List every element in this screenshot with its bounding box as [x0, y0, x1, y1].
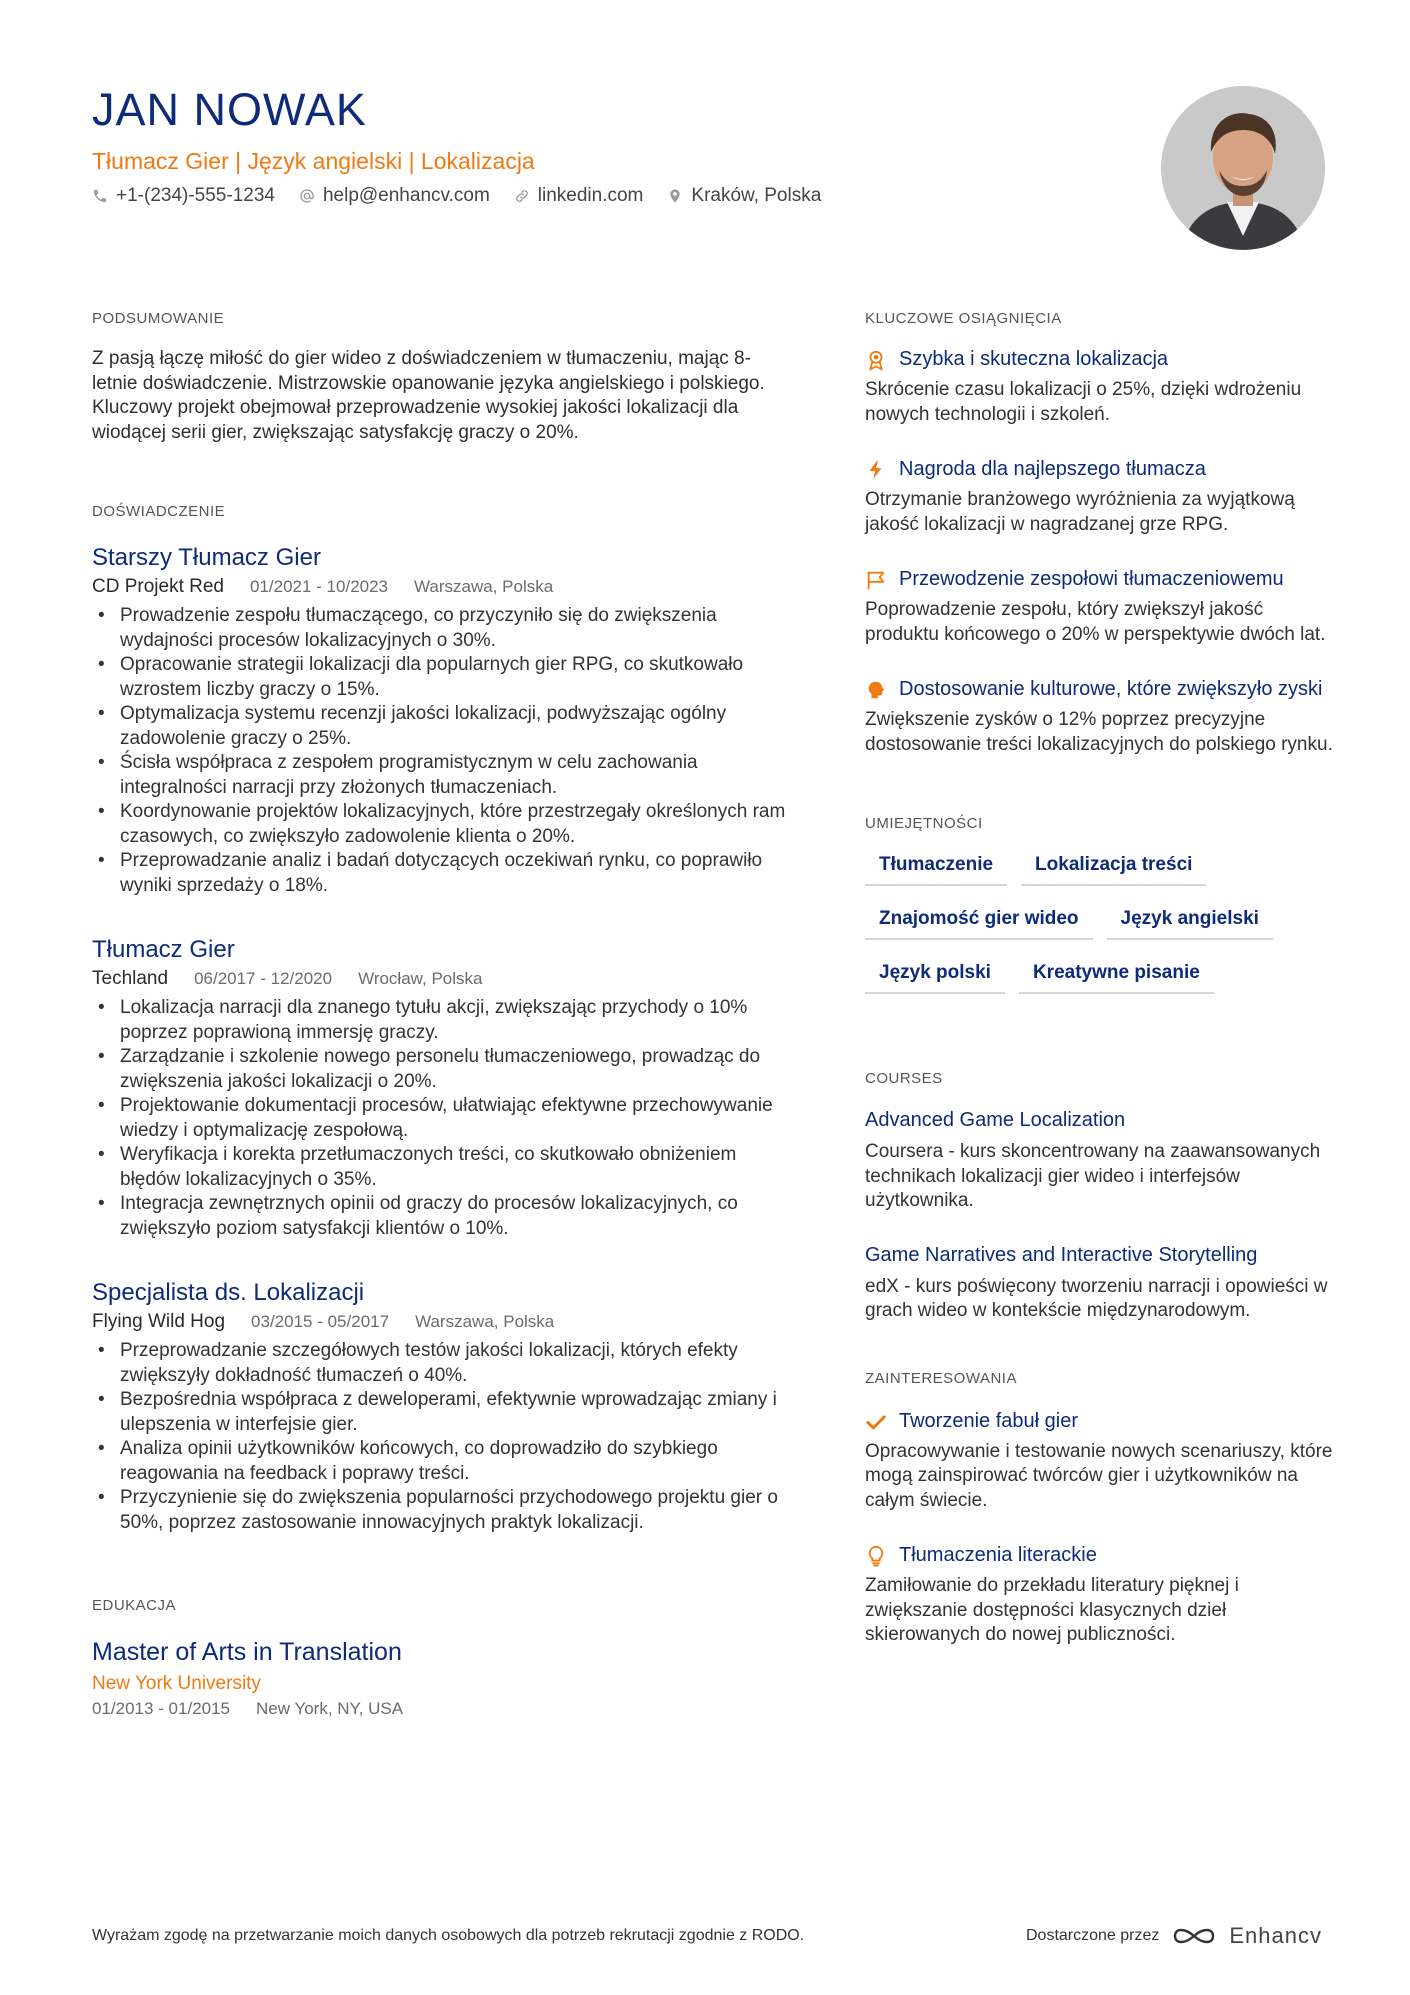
contact-location: [667, 185, 821, 207]
achievement-desc: Skrócenie czasu lokalizacji o 25%, dzięki wdrożeniu nowych technologii i szkoleń.: [865, 379, 1302, 425]
contact-row: [92, 185, 821, 207]
skill-tag: Tłumaczenie: [865, 854, 1007, 886]
interest-item: [865, 1409, 1335, 1514]
achievement-title-row: [865, 567, 1335, 592]
skill-tag: Kreatywne pisanie: [1019, 962, 1214, 994]
job-meta: [92, 1311, 792, 1333]
bullet-item: • Zarządzanie i szkolenie nowego personelu tłumaczeniowego, prowadząc do zwiększenia jakości lokalizacji o 20%.: [92, 1045, 792, 1094]
bullet-item: • Koordynowanie projektów lokalizacyjnych, które przestrzegały określonych ram czasowych, co zwiększyło zadowolenie klienta o 20%.: [92, 800, 792, 849]
skill-tag: Lokalizacja treści: [1021, 854, 1206, 886]
achievement-item: [865, 457, 1335, 537]
bullet-item: • Ścisła współpraca z zespołem programistycznym w celu zachowania integralności narracji przy złożonych tłumaczeniach.: [92, 751, 792, 800]
achievement-item: [865, 567, 1335, 647]
bullet-item: • Prowadzenie zespołu tłumaczącego, co przyczyniło się do zwiększenia wydajności procesów lokalizacyjnych o 30%.: [92, 604, 792, 653]
job-title: Starszy Tłumacz Gier: [92, 544, 321, 571]
job-dates: 06/2017 - 12/2020: [194, 969, 333, 988]
skills-list: [865, 854, 1325, 994]
job-bullets: [92, 604, 792, 898]
interest-item: [865, 1543, 1335, 1648]
achievement-item: [865, 677, 1335, 757]
bullet-item: • Weryfikacja i korekta przetłumaczonych treści, co skutkowało obniżeniem błędów lokalizacyjnych o 35%.: [92, 1143, 792, 1192]
bullet-item: • Integracja zewnętrznych opinii od graczy do procesów lokalizacyjnych, co zwiększyło poziom satysfakcji klientów o 10%.: [92, 1192, 792, 1241]
course-title: Game Narratives and Interactive Storytelling: [865, 1243, 1258, 1266]
achievement-desc: Zwiększenie zysków o 12% poprzez precyzyjne dostosowanie treści lokalizacyjnych do polskiego rynku.: [865, 709, 1333, 755]
brand-name: Enhancv: [1229, 1923, 1322, 1948]
at-icon: [299, 188, 315, 204]
skill-tag: Język polski: [865, 962, 1005, 994]
candidate-title: Tłumacz Gier | Język angielski | Lokalizacja: [92, 148, 535, 174]
achievement-title-row: [865, 677, 1335, 702]
job-location: Warszawa, Polska: [414, 577, 554, 596]
job-dates: 01/2021 - 10/2023: [250, 577, 389, 596]
job-location: Warszawa, Polska: [415, 1312, 555, 1331]
interest-desc: Zamiłowanie do przekładu literatury pięknej i zwiększanie dostępności klasycznych dzieł skierowanych do nowej publiczności.: [865, 1575, 1239, 1645]
bullet-item: • Optymalizacja systemu recenzji jakości lokalizacji, podwyższając ogólny zadowolenie graczy o 25%.: [92, 702, 792, 751]
interest-desc: Opracowywanie i testowanie nowych scenariuszy, które mogą zainspirować twórców gier i użytkowników na całym świecie.: [865, 1440, 1333, 1511]
job-bullets: [92, 1339, 792, 1535]
summary-heading: PODSUMOWANIE: [92, 310, 225, 327]
bullet-item: • Przeprowadzanie szczegółowych testów jakości lokalizacji, których efekty zwiększyły dokładność tłumaczeń o 40%.: [92, 1339, 792, 1388]
interest-title: Tłumaczenia literackie: [899, 1544, 1097, 1566]
degree-title: Master of Arts in Translation: [92, 1638, 402, 1666]
course-desc: edX - kurs poświęcony tworzeniu narracji i opowieści w grach wideo w kontekście międzynarodowym.: [865, 1275, 1328, 1321]
consent-text: Wyrażam zgodę na przetwarzanie moich danych osobowych dla potrzeb rekrutacji zgodnie z RODO.: [92, 1927, 805, 1944]
skill-tag: Znajomość gier wideo: [865, 908, 1093, 940]
education-location: New York, NY, USA: [256, 1699, 404, 1718]
interest-title: Tworzenie fabuł gier: [899, 1409, 1078, 1432]
job-entry: [92, 544, 792, 898]
left-column: [92, 310, 792, 1719]
education-meta: [92, 1699, 792, 1719]
brain-icon: [865, 679, 887, 701]
course-desc: Coursera - kurs skoncentrowany na zaawansowanych technikach lokalizacji gier wideo i interfejsów użytkownika.: [865, 1141, 1321, 1211]
achievement-title: Przewodzenie zespołowi tłumaczeniowemu: [899, 568, 1284, 590]
bullet-item: • Przyczynienie się do zwiększenia popularności przychodowego projektu gier o 50%, poprzez zastosowanie innowacyjnych praktyk lokalizacji.: [92, 1486, 792, 1535]
skills-heading: UMIEJĘTNOŚCI: [865, 815, 983, 832]
interest-title-row: [865, 1543, 1335, 1568]
achievement-title-row: [865, 457, 1335, 482]
phone-icon: [92, 188, 108, 204]
skill-tag: Język angielski: [1107, 908, 1273, 940]
experience-heading: DOŚWIADCZENIE: [92, 503, 226, 520]
achievement-desc: Poprowadzenie zespołu, który zwiększył jakość produktu końcowego o 20% w perspektywie dwóch lat.: [865, 599, 1326, 645]
email-text: help@enhancv.com: [322, 185, 490, 206]
flag-icon: [865, 569, 887, 591]
education-dates: 01/2013 - 01/2015: [92, 1699, 231, 1718]
linkedin-text: linkedin.com: [537, 185, 644, 206]
bullet-item: • Opracowanie strategii lokalizacji dla popularnych gier RPG, co skutkowało wzrostem liczby graczy o 15%.: [92, 653, 792, 702]
job-title: Specjalista ds. Lokalizacji: [92, 1279, 365, 1306]
interests-heading: ZAINTERESOWANIA: [865, 1369, 1017, 1387]
achievement-title-row: [865, 347, 1335, 372]
job-dates: 03/2015 - 05/2017: [251, 1312, 390, 1331]
lightning-icon: [865, 459, 887, 481]
bullet-item: • Przeprowadzanie analiz i badań dotyczących oczekiwań rynku, co poprawiło wyniki sprzedaży o 18%.: [92, 849, 792, 898]
job-entry: [92, 1279, 792, 1535]
job-title: Tłumacz Gier: [92, 936, 235, 963]
candidate-name: JAN NOWAK: [92, 84, 367, 135]
achievement-desc: Otrzymanie branżowego wyróżnienia za wyjątkową jakość lokalizacji w nagradzanej grze RPG.: [865, 489, 1295, 535]
job-bullets: [92, 996, 792, 1241]
location-text: Kraków, Polska: [691, 185, 822, 206]
job-location: Wrocław, Polska: [358, 969, 483, 988]
achievement-item: [865, 347, 1335, 427]
right-column: [865, 310, 1335, 1678]
contact-phone[interactable]: [92, 185, 275, 207]
contact-email[interactable]: [299, 185, 490, 207]
provided-by-label: Dostarczone przez: [1025, 1927, 1160, 1944]
bullet-item: • Bezpośrednia współpraca z deweloperami, efektywnie wprowadzając zmiany i ulepszenia w interfejsie gier.: [92, 1388, 792, 1437]
company-name: Flying Wild Hog: [92, 1311, 226, 1332]
course-item: [865, 1109, 1335, 1214]
brand-block[interactable]: [1026, 1923, 1322, 1949]
link-icon: [514, 188, 530, 204]
lightbulb-icon: [865, 1545, 887, 1567]
job-meta: [92, 576, 792, 598]
course-title: Advanced Game Localization: [865, 1109, 1126, 1131]
bullet-item: • Projektowanie dokumentacji procesów, ułatwiając efektywne przechowywanie wiedzy i optymalizację zespołową.: [92, 1094, 792, 1143]
bullet-item: • Lokalizacja narracji dla znanego tytułu akcji, zwiększając przychody o 10% poprzez poprawioną immersję graczy.: [92, 996, 792, 1045]
achievements-heading: KLUCZOWE OSIĄGNIĘCIA: [865, 310, 1062, 327]
school-name: New York University: [92, 1673, 261, 1694]
award-icon: [865, 349, 887, 371]
bullet-item: • Analiza opinii użytkowników końcowych, co doprowadziło do szybkiego reagowania na feedback i poprawy treści.: [92, 1437, 792, 1486]
achievement-title: Nagroda dla najlepszego tłumacza: [899, 458, 1206, 480]
job-entry: [92, 936, 792, 1241]
footer: [92, 1923, 1322, 1949]
achievement-title: Dostosowanie kulturowe, które zwiększyło zyski: [899, 678, 1323, 700]
enhancv-logo-icon: [1171, 1924, 1217, 1948]
education-heading: EDUKACJA: [92, 1597, 177, 1614]
summary-text: Z pasją łączę miłość do gier wideo z doświadczeniem w tłumaczeniu, mając 8-letnie doświadczenie. Mistrzowskie opanowanie języka angielskiego i polskiego. Kluczowy projekt obejmował przeprowadzenie wysokiej jakości lokalizacji dla wiodącej serii gier, zwiększając satysfakcję graczy o 20%.: [92, 348, 765, 443]
achievement-title: Szybka i skuteczna lokalizacja: [899, 348, 1169, 370]
interest-title-row: [865, 1409, 1335, 1434]
job-meta: [92, 968, 792, 990]
course-item: [865, 1244, 1335, 1324]
location-pin-icon: [667, 188, 683, 204]
avatar: [1161, 86, 1325, 250]
check-icon: [865, 1411, 887, 1433]
company-name: Techland: [92, 968, 169, 989]
courses-heading: COURSES: [865, 1070, 943, 1087]
phone-text: +1-(234)-555-1234: [116, 185, 275, 206]
company-name: CD Projekt Red: [92, 576, 224, 597]
contact-linkedin[interactable]: [514, 185, 644, 207]
